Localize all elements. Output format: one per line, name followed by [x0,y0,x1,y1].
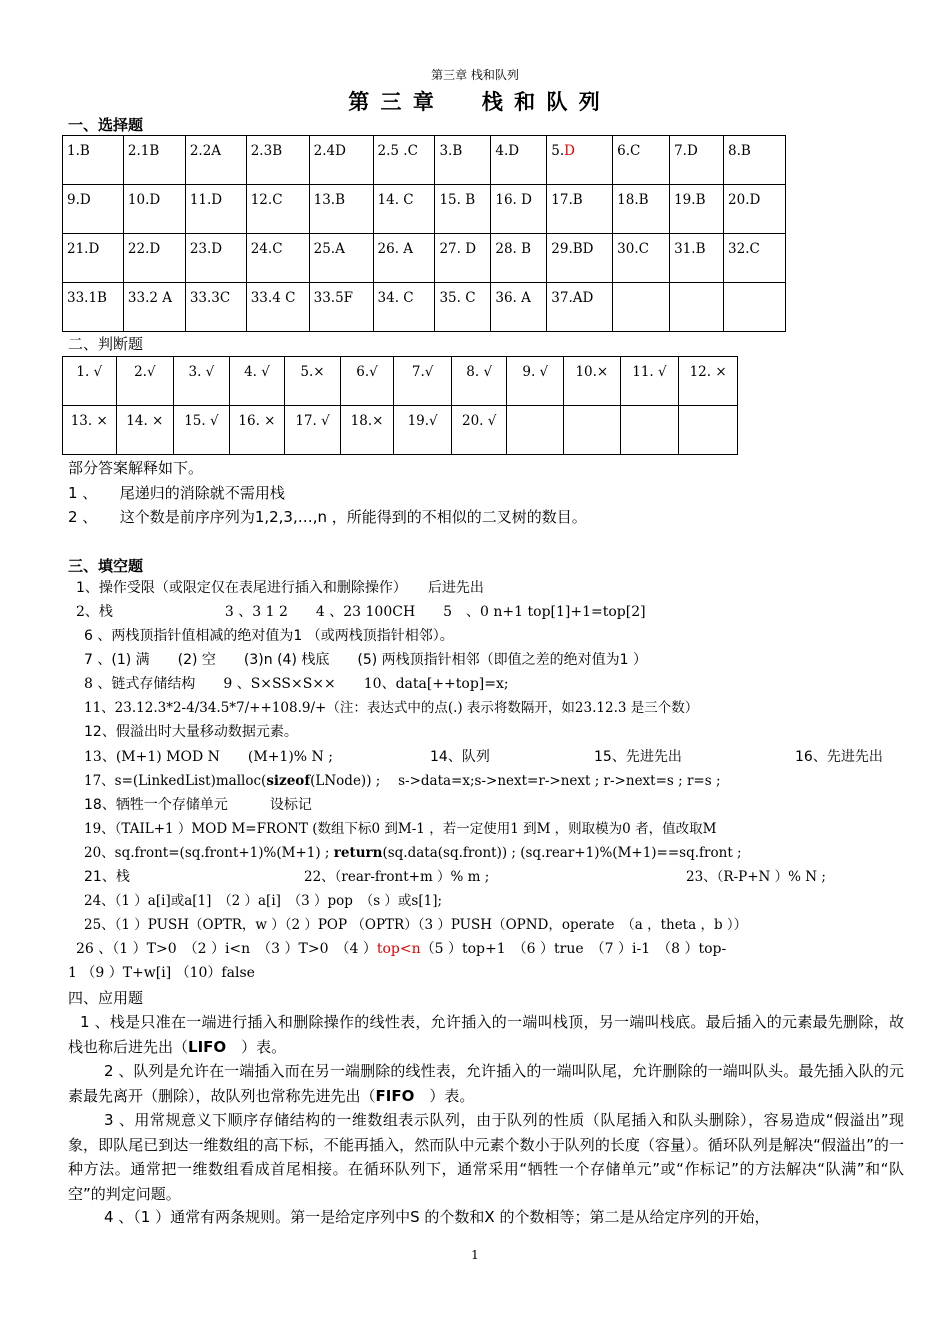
choice-red-answer: D [564,143,575,159]
app-2-a: 2 、队列是允许在一端插入而在另一端删除的线性表，允许插入的一端叫队尾，允许删除的一端叫队头。最先插入队的元素最先离开（删除），故队列也常称先进先出（ [68,1062,904,1105]
choice-cell: 33.5F [309,283,373,332]
choice-cell: 2.5 .C [373,136,435,185]
judge-cell: 18.× [340,406,394,455]
choice-cell: 2.3B [246,136,309,185]
choice-row [63,185,786,234]
choice-cell: 33.4 C [246,283,309,332]
choice-cell [613,283,670,332]
choice-cell: 37.AD [547,283,613,332]
chapter-title: 第 三 章 栈 和 队 列 [348,90,602,114]
judge-cell: 12. × [679,357,738,406]
choice-cell: 22.D [123,234,185,283]
page-number: 1 [471,1248,479,1262]
app-para-3: 3 、用常规意义下顺序存储结构的一维数组表示队列，由于队列的性质（队尾插入和队头删除），容易造成“假溢出”现象，即队尾已到达一维数组的高下标，不能再插入，然而队中元素个数小于队列的长度（容量）。循环队列是解决“假溢出”的一种方法。通常把一维数组看成首尾相接。在循环队列下，通常采用“牺牲一个存储单元”或“作标记”的方法解决“队满”和“队空”的判定问题。 [68,1111,904,1203]
choice-cell: 13.B [309,185,373,234]
fill-11: 11、23.12.3*2-4/34.5*7/++108.9/+（注：表达式中的点(.) 表示将数隔开，如23.12.3 是三个数） [84,700,699,716]
fill-20-keyword: return [333,845,383,861]
judge-answer-table [62,356,738,455]
fill-17-keyword: sizeof [266,773,311,789]
fill-20-part2: (sq.data(sq.front)) ; (sq.rear+1)%(M+1)==sq.front ; [382,845,742,861]
fill-18: 18、牺牲一个存储单元 设标记 [84,797,312,813]
judge-row [63,406,738,455]
fill-17-part2: (LNode)) ; s->data=x;s->next=r->next ; r->next=s ; r=s ; [310,773,721,789]
choice-cell: 14. C [373,185,435,234]
choice-cell: 26. A [373,234,435,283]
choice-cell: 7.D [670,136,724,185]
fill-21: 21、栈 [84,869,130,885]
judge-cell: 10.× [564,357,621,406]
fill-8: 8 、链式存储结构 9 、S×SS×S×× 10、data[++top]=x; [84,676,509,692]
fill-26-part2: （5 ）top+1 （6 ）true （7 ）i-1 （8 ）top- [420,941,727,957]
fill-19: 19、（TAIL+1 ）MOD M=FRONT (数组下标0 到M-1 ，若一定使用1 到M ，则取模为0 者，值改取M [84,821,717,837]
fill-26 [76,939,726,959]
fill-23: 23、（R-P+N ）% N ; [686,869,826,885]
judge-cell: 5.× [285,357,341,406]
fill-26-cont: 1 （9 ）T+w[i] （10）false [68,965,255,981]
choice-cell: 2.4D [309,136,373,185]
choice-cell: 19.B [670,185,724,234]
app-1-c: ）表。 [241,1037,287,1056]
app-para-2 [68,1059,904,1108]
fill-17-part1: 17、s=(LinkedList)malloc( [84,773,267,789]
choice-cell: 9.D [63,185,124,234]
explain-2: 2 、 这个数是前序序列为1,2,3,…,n ，所能得到的不相似的二叉树的数目。 [68,508,587,526]
app-para-4: 4 、（1 ）通常有两条规则。第一是给定序列中S 的个数和X 的个数相等；第二是从给定序列的开始， [104,1208,770,1226]
choice-cell [724,283,786,332]
judge-cell: 8. √ [451,357,507,406]
fill-15: 15、先进先出 [594,749,682,765]
fill-20-part1: 20、sq.front=(sq.front+1)%(M+1) ; [84,845,330,861]
fill-7: 7 、(1) 满 (2) 空 (3)n (4) 栈底 (5) 两栈顶指针相邻（即值之差的绝对值为1 ） [84,652,647,668]
choice-cell [670,283,724,332]
choice-cell: 10.D [123,185,185,234]
fill-17 [84,771,721,791]
fill-14: 14、队列 [430,749,490,765]
choice-cell: 35. C [435,283,491,332]
judge-cell: 13. × [63,406,117,455]
choice-cell: 36. A [491,283,547,332]
section-app-title: 四、应用题 [68,989,144,1007]
fill-6: 6 、两栈顶指针值相减的绝对值为1 （或两栈顶指针相邻）。 [84,628,454,644]
fill-13: 13、(M+1) MOD N (M+1)% N ; [84,749,333,765]
choice-cell: 6.C [613,136,670,185]
judge-cell: 3. √ [174,357,230,406]
choice-cell: 33.1B [63,283,124,332]
choice-cell: 11.D [185,185,246,234]
section-fill-title: 三、填空题 [68,557,144,575]
choice-cell: 28. B [491,234,547,283]
choice-cell: 3.B [435,136,491,185]
explain-1: 1 、 尾递归的消除就不需用栈 [68,484,285,502]
judge-cell: 2.√ [116,357,174,406]
judge-cell: 15. √ [174,406,230,455]
judge-cell [564,406,621,455]
choice-cell: 20.D [724,185,786,234]
running-header: 第三章 栈和队列 [431,68,519,82]
choice-cell: 33.2 A [123,283,185,332]
choice-cell: 17.B [547,185,613,234]
judge-cell: 14. × [116,406,174,455]
fill-25: 25、（1 ）PUSH（OPTR，w ）（2 ）POP （OPTR）（3 ）PUSH（OPND，operate （a ，theta ，b ）） [84,917,748,933]
fill-2: 2、栈 3 、3 1 2 4 、23 100CH 5 、0 n+1 top[1]+1=top[2] [76,604,646,620]
fill-26-red: top<n [376,941,421,957]
fill-1: 1、操作受限（或限定仅在表尾进行插入和删除操作） 后进先出 [76,580,484,596]
choice-cell: 2.1B [123,136,185,185]
app-2-c: ）表。 [429,1086,475,1105]
section-judge-title: 二、判断题 [68,335,144,353]
judge-cell: 16. × [229,406,285,455]
choice-cell: 2.2A [185,136,246,185]
fill-20 [84,843,742,863]
judge-cell: 17. √ [285,406,341,455]
judge-cell [679,406,738,455]
choice-cell: 31.B [670,234,724,283]
choice-cell: 5.D [547,136,613,185]
choice-cell: 18.B [613,185,670,234]
fill-12: 12、假溢出时大量移动数据元素。 [84,724,298,740]
fill-24: 24、（1 ）a[i]或a[1] （2 ）a[i] （3 ）pop （s ）或s[1]; [84,893,443,909]
choice-cell: 21.D [63,234,124,283]
judge-cell: 1. √ [63,357,117,406]
choice-cell: 23.D [185,234,246,283]
choice-cell: 30.C [613,234,670,283]
app-1-a: 1 、栈是只准在一端进行插入和删除操作的线性表，允许插入的一端叫栈顶，另一端叫栈底。最后插入的元素最先删除，故栈也称后进先出（ [68,1013,904,1056]
judge-cell: 7.√ [394,357,452,406]
judge-row [63,357,738,406]
choice-cell: 34. C [373,283,435,332]
choice-cell: 15. B [435,185,491,234]
judge-cell: 11. √ [620,357,679,406]
judge-cell: 19.√ [394,406,452,455]
app-para-1 [68,1010,904,1059]
fill-22: 22、（rear-front+m ）% m ; [304,869,490,885]
choice-cell: 24.C [246,234,309,283]
explain-title: 部分答案解释如下。 [68,459,204,477]
app-1-lifo: LIFO [188,1037,227,1056]
app-2-fifo: FIFO [375,1086,415,1105]
choice-cell: 33.3C [185,283,246,332]
choice-cell: 4.D [491,136,547,185]
choice-row [63,234,786,283]
fill-26-part1: 26 、（1 ）T>0 （2 ）i<n （3 ）T>0 （4 ） [76,941,377,957]
choice-cell: 25.A [309,234,373,283]
choice-row [63,283,786,332]
choice-cell: 12.C [246,185,309,234]
fill-16: 16、先进先出 [795,749,883,765]
judge-cell [507,406,564,455]
choice-cell: 1.B [63,136,124,185]
choice-cell: 8.B [724,136,786,185]
choice-cell: 29.BD [547,234,613,283]
choice-row [63,136,786,185]
choice-answer-table [62,135,786,332]
choice-cell: 27. D [435,234,491,283]
choice-cell: 32.C [724,234,786,283]
choice-cell: 16. D [491,185,547,234]
section-choice-title: 一、选择题 [68,116,144,134]
judge-cell: 6.√ [340,357,394,406]
judge-cell: 20. √ [451,406,507,455]
judge-cell: 9. √ [507,357,564,406]
judge-cell: 4. √ [229,357,285,406]
judge-cell [620,406,679,455]
